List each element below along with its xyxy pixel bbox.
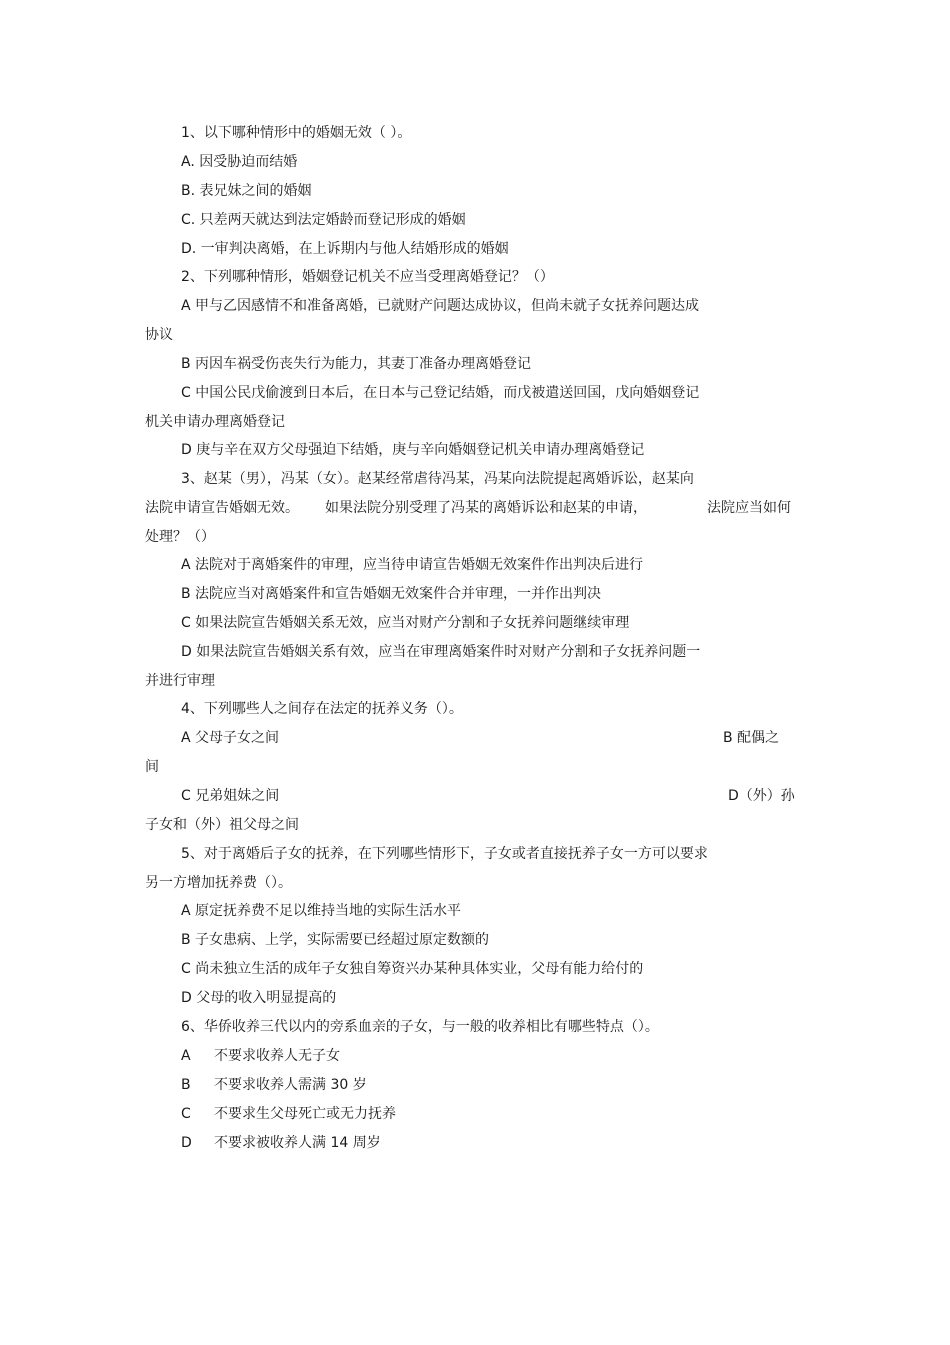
q5-option-d: D 父母的收入明显提高的: [181, 990, 337, 1006]
q6-stem: 6、华侨收养三代以内的旁系血亲的子女，与一般的收养相比有哪些特点（）。: [181, 1019, 659, 1035]
q4-option-b-line2: 间: [145, 759, 159, 775]
q1-option-b: B. 表兄妹之间的婚姻: [181, 183, 312, 199]
q4-option-d-line2: 子女和（外）祖父母之间: [145, 817, 299, 833]
q3-stem-line2-part1: 法院申请宣告婚姻无效。: [145, 500, 299, 516]
q3-stem-line2-part3: 法院应当如何: [707, 500, 791, 516]
q5-stem-line2: 另一方增加抚养费（）。: [145, 875, 292, 891]
q3-option-b: B 法院应当对离婚案件和宣告婚姻无效案件合并审理，一并作出判决: [181, 586, 602, 602]
q2-option-d: D 庚与辛在双方父母强迫下结婚，庚与辛向婚姻登记机关申请办理离婚登记: [181, 442, 645, 458]
q3-stem-line2-part2: 如果法院分别受理了冯某的离婚诉讼和赵某的申请，: [325, 500, 647, 516]
q6-option-c-text: 不要求生父母死亡或无力抚养: [214, 1106, 396, 1122]
q4-option-c: C 兄弟姐妹之间: [181, 788, 280, 804]
q3-stem-line3: 处理？（）: [145, 529, 215, 545]
q6-option-d-key: D: [181, 1135, 192, 1151]
q3-option-d-line2: 并进行审理: [145, 673, 215, 689]
q6-option-c: [0, 1105, 950, 1123]
q4-stem: 4、下列哪些人之间存在法定的抚养义务（）。: [181, 701, 463, 717]
q2-option-a-line1: A 甲与乙因感情不和准备离婚，已就财产问题达成协议，但尚未就子女抚养问题达成: [181, 298, 700, 314]
q1-option-a: A. 因受胁迫而结婚: [181, 154, 298, 170]
q6-option-c-key: C: [181, 1106, 191, 1122]
q5-stem-line1: 5、对于离婚后子女的抚养，在下列哪些情形下，子女或者直接抚养子女一方可以要求: [181, 846, 708, 862]
q2-stem: 2、下列哪种情形，婚姻登记机关不应当受理离婚登记？（）: [181, 269, 554, 285]
q1-option-d: D. 一审判决离婚，在上诉期内与他人结婚形成的婚姻: [181, 241, 509, 257]
q2-option-c-line1: C 中国公民戊偷渡到日本后，在日本与己登记结婚，而戊被遣送回国，戊向婚姻登记: [181, 385, 700, 401]
q3-option-d-line1: D 如果法院宣告婚姻关系有效，应当在审理离婚案件时对财产分割和子女抚养问题一: [181, 644, 701, 660]
q6-option-d: [0, 1134, 950, 1152]
q1-stem: 1、以下哪种情形中的婚姻无效（ ）。: [181, 125, 412, 141]
q4-option-b-line1: B 配偶之: [723, 730, 780, 746]
q4-option-d-line1: D（外）孙: [728, 788, 795, 804]
q6-option-b: [0, 1076, 950, 1094]
q2-option-b: B 丙因车祸受伤丧失行为能力，其妻丁准备办理离婚登记: [181, 356, 532, 372]
q4-option-a: A 父母子女之间: [181, 730, 280, 746]
q5-option-a: A 原定抚养费不足以维持当地的实际生活水平: [181, 903, 462, 919]
q5-option-b: B 子女患病、上学，实际需要已经超过原定数额的: [181, 932, 490, 948]
q3-stem-line1: 3、赵某（男），冯某（女）。赵某经常虐待冯某，冯某向法院提起离婚诉讼，赵某向: [181, 471, 694, 487]
q3-option-c: C 如果法院宣告婚姻关系无效，应当对财产分割和子女抚养问题继续审理: [181, 615, 630, 631]
q6-option-a-text: 不要求收养人无子女: [214, 1048, 340, 1064]
q1-option-c: C. 只差两天就达到法定婚龄而登记形成的婚姻: [181, 212, 466, 228]
q6-option-a: [0, 1047, 950, 1065]
q3-option-a: A 法院对于离婚案件的审理，应当待申请宣告婚姻无效案件作出判决后进行: [181, 557, 644, 573]
q6-option-b-text: 不要求收养人需满 30 岁: [214, 1077, 367, 1093]
q6-option-a-key: A: [181, 1048, 191, 1064]
q2-option-a-line2: 协议: [145, 327, 173, 343]
q5-option-c: C 尚未独立生活的成年子女独自筹资兴办某种具体实业，父母有能力给付的: [181, 961, 644, 977]
q6-option-b-key: B: [181, 1077, 191, 1093]
q6-option-d-text: 不要求被收养人满 14 周岁: [214, 1135, 381, 1151]
q2-option-c-line2: 机关申请办理离婚登记: [145, 414, 285, 430]
